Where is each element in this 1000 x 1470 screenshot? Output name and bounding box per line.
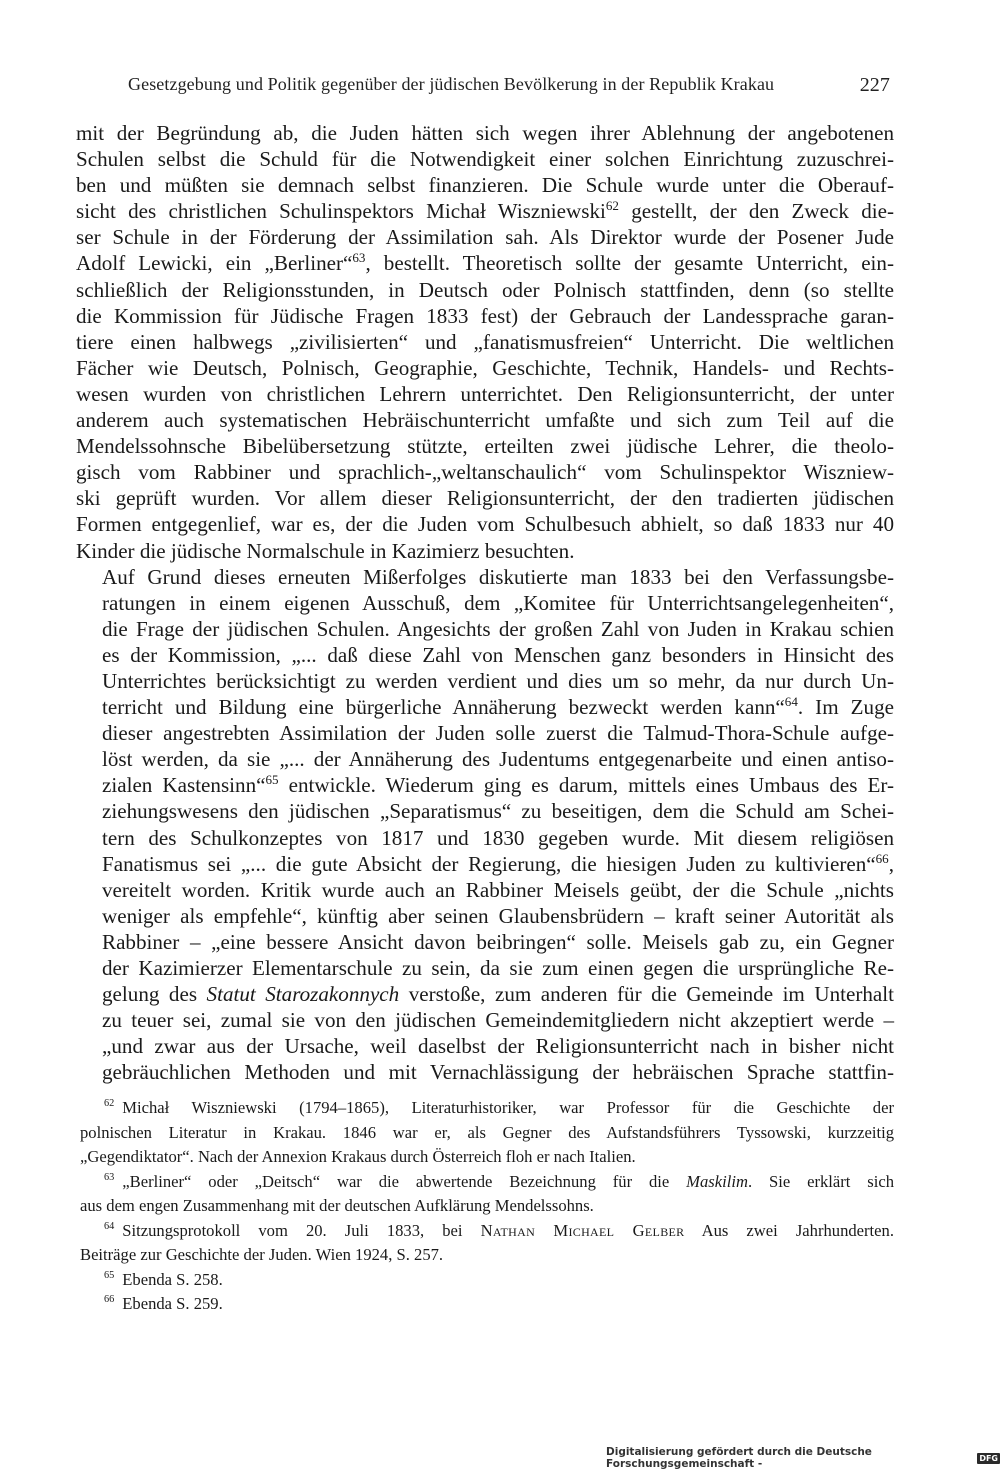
paragraph-1 <box>76 120 894 564</box>
text-line: tern des Schulkonzeptes von 1817 und 1830 gegeben wurde. Mit diesem religiösen <box>102 825 894 850</box>
text-line: anderem auch systematischen Hebräischunterricht umfaßte und sich zum Teil auf die <box>76 408 894 433</box>
text-line: die Kommission für Jüdische Fragen 1833 fest) der Gebrauch der Landessprache garan- <box>76 303 894 328</box>
text-line: Fanatismus sei „... die gute Absicht der Regierung, die hiesigen Juden zu kultivieren“$^{66}$, <box>102 850 894 876</box>
footnote-65 <box>80 1268 894 1293</box>
text-line: zialen Kastensinn“$^{65}$ entwickle. Wiederum ging es darum, mittels eines Umbaus des Er- <box>102 772 894 798</box>
text-line: weniger als empfehle“, künftig aber seinen Glaubensbrüdern – kraft seiner Autorität als <box>102 903 894 928</box>
footnote-62 <box>80 1096 894 1170</box>
footnote-text: Ebenda S. 258. <box>122 1269 223 1289</box>
text-line: Mendelssohnsche Bibelübersetzung stützte, erteilten zwei jüdische Lehrer, die theolo- <box>76 434 894 459</box>
footnote-ref-62[interactable]: 62 <box>605 198 619 214</box>
credit-text: Digitalisierung gefördert durch die Deutsche Forschungsgemeinschaft - <box>606 1446 872 1470</box>
text-line: Fächer wie Deutsch, Polnisch, Geographie, Geschichte, Technik, Handels- und Rechts- <box>76 355 894 380</box>
footnote-ref-64[interactable]: 64 <box>784 694 798 710</box>
work-title: Statut Starozakonnych <box>206 982 400 1007</box>
author-name: Nathan Michael Gelber <box>480 1220 685 1240</box>
text-line: Formen entgegenlief, war es, der die Juden vom Schulbesuch abhielt, so daß 1833 nur 40 <box>76 512 894 537</box>
footnote-number: 64 <box>104 1220 115 1232</box>
text-line: sicht des christlichen Schulinspektors Michał Wiszniewski$^{62}$ gestellt, der den Zweck die- <box>76 198 894 224</box>
footnote-64 <box>80 1219 894 1268</box>
footnotes <box>80 1096 894 1317</box>
footnote-ref-66[interactable]: 66 <box>875 850 889 866</box>
text-line: gebräuchlichen Methoden und mit Vernachlässigung der hebräischen Sprache stattfin- <box>102 1060 894 1085</box>
text-line: ziehungswesens den jüdischen „Separatismus“ zu beseitigen, dem die Schuld am Schei- <box>102 799 894 824</box>
running-title: Gesetzgebung und Politik gegenüber der jüdischen Bevölkerung in der Republik Krakau <box>128 74 775 94</box>
text-line: mit der Begründung ab, die Juden hätten sich wegen ihrer Ablehnung der angebotenen <box>76 121 894 145</box>
footnote-number: 63 <box>104 1171 115 1183</box>
text-line: dieser angestrebten Assimilation der Juden solle zuerst die Talmud-Thora-Schule aufge- <box>102 721 894 746</box>
text-line: Auf Grund dieses erneuten Mißerfolges diskutierte man 1833 bei den Verfassungsbe- <box>102 564 894 589</box>
text-line: zu teuer sei, zumal sie von den jüdischen Gemeindemitgliedern nicht akzeptiert werde – <box>102 1008 894 1033</box>
text-line: Adolf Lewicki, ein „Berliner“$^{63}$, bestellt. Theoretisch sollte der gesamte Unterricht, ein- <box>76 250 894 276</box>
text-line: wesen wurden von christlichen Lehrern unterrichtet. Den Religionsunterricht, der unter <box>76 381 894 406</box>
footnote-line: $^{64}$ Sitzungsprotokoll vom 20. Juli 1833, bei Nathan Michael Gelber Aus zwei Jahrhunderten. <box>104 1220 894 1240</box>
footnote-line: aus dem engen Zusammenhang mit der deutschen Aufklärung Mendelssohns. <box>80 1196 594 1215</box>
text-line: ser Schule in der Förderung der Assimilation sah. Als Direktor wurde der Posener Jude <box>76 225 894 250</box>
text-line: Schulen selbst die Schuld für die Notwendigkeit einer solchen Einrichtung zuzuschrei- <box>76 147 894 172</box>
footnote-line: „Gegendiktator“. Nach der Annexion Krakaus durch Österreich floh er nach Italien. <box>80 1147 636 1166</box>
text-line: Rabbiner – „eine bessere Ansicht davon beibringen“ solle. Meisels gab zu, ein Gegner <box>102 929 894 954</box>
text-line: tiere einen halbwegs „zivilisierten“ und „fanatismusfreien“ Unterricht. Die weltlichen <box>76 329 894 354</box>
text-line: Kinder die jüdische Normalschule in Kazimierz besuchten. <box>76 538 575 563</box>
text-line: schließlich der Religionsstunden, in Deutsch oder Polnisch stattfinden, denn (so stellte <box>76 277 894 302</box>
digitization-credit <box>606 1446 1000 1470</box>
text-line: die Frage der jüdischen Schulen. Angesichts der großen Zahl von Juden in Krakau schien <box>102 616 894 641</box>
footnote-ref-63[interactable]: 63 <box>352 250 366 266</box>
text-line: „und zwar aus der Ursache, weil daselbst der Religionsunterricht nach in bisher nicht <box>102 1034 894 1059</box>
footnote-ref-65[interactable]: 65 <box>265 772 279 788</box>
text-line: ben und müßten sie demnach selbst finanzieren. Die Schule wurde unter die Oberauf- <box>76 173 894 198</box>
page-number: 227 <box>859 74 890 96</box>
text-line: ratungen in einem eigenen Ausschuß, dem „Komitee für Unterrichtsangelegenheiten“, <box>102 590 894 615</box>
text-line: terricht und Bildung eine bürgerliche Annäherung bezweckt werden kann“$^{64}$. Im Zuge <box>102 694 894 720</box>
dfg-logo-icon: DFG <box>979 1453 998 1463</box>
footnote-line: $^{63}$ „Berliner“ oder „Deitsch“ war die abwertende Bezeichnung für die Maskilim. Sie erklärt sich <box>104 1171 894 1191</box>
footnote-number: 62 <box>104 1098 115 1110</box>
footnote-63 <box>80 1170 894 1219</box>
text-line: Unterrichtes berücksichtigt zu werden verdient und dies um so mehr, da nur durch Un- <box>102 668 894 693</box>
text-line: es der Kommission, „... daß diese Zahl von Menschen ganz besonders in Hinsicht des <box>102 642 894 667</box>
footnote-line: $^{62}$ Michał Wiszniewski (1794–1865), Literaturhistoriker, war Professor für die Geschichte der <box>104 1098 894 1117</box>
footnote-number: 65 <box>104 1269 115 1281</box>
paragraph-2 <box>76 564 894 1086</box>
footnote-66 <box>80 1292 894 1317</box>
footnote-text: Ebenda S. 259. <box>122 1294 223 1313</box>
text-line: löst werden, da sie „... der Annäherung des Judentums entgegenarbeite und einen antiso- <box>102 747 894 772</box>
text-line: ski geprüft wurden. Vor allem dieser Religionsunterricht, der den tradierten jüdischen <box>76 486 894 511</box>
text-line: der Kazimierzer Elementarschule zu sein, da sie zum einen gegen die ursprüngliche Re- <box>102 956 894 980</box>
body-text <box>76 120 894 1085</box>
running-header <box>128 74 890 97</box>
footnote-line: Beiträge zur Geschichte der Juden. Wien 1924, S. 257. <box>80 1245 444 1264</box>
text-line: gisch vom Rabbiner und sprachlich-„weltanschaulich“ vom Schulinspektor Wiszniew- <box>76 460 894 485</box>
footnote-number: 66 <box>104 1294 115 1306</box>
text-line: vereitelt worden. Kritik wurde auch an Rabbiner Meisels geübt, der die Schule „nichts <box>102 877 894 902</box>
work-title: Maskilim <box>686 1171 748 1191</box>
text-line: gelung des Statut Starozakonnych verstoße, zum anderen für die Gemeinde im Unterhalt <box>102 982 894 1007</box>
footnote-line: polnischen Literatur in Krakau. 1846 war er, als Gegner des Aufstandsführers Tyssowski, kurzzeitig <box>80 1122 894 1142</box>
